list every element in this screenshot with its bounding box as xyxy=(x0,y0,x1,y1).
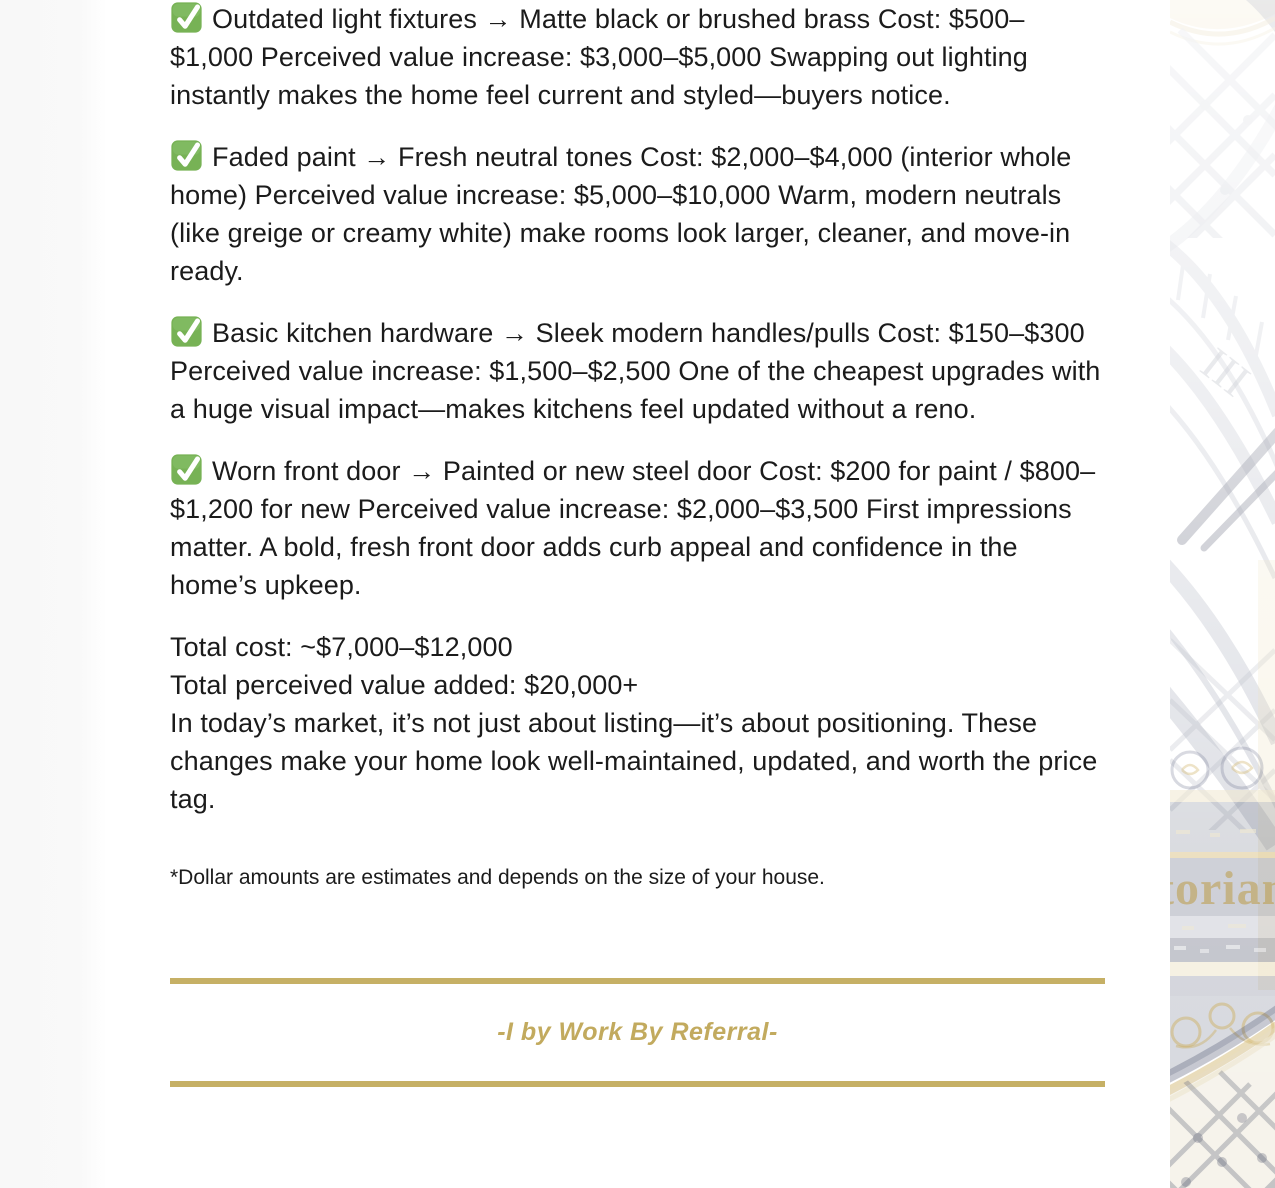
clock-background-image xyxy=(1170,0,1275,1188)
content-area xyxy=(107,0,1170,1188)
tip-paragraph xyxy=(170,314,1105,428)
disclaimer-footnote: *Dollar amounts are estimates and depends on the size of your house. xyxy=(170,866,825,889)
summary-total-value: Total perceived value added: $20,000+ xyxy=(170,670,639,700)
tip-text: Outdated light fixtures → Matte black or brushed brass Cost: $500–$1,000 Perceived value increase: $3,000–$5,000 Swapping out lighting instantly makes the home feel current and styled—buyers notice. xyxy=(170,4,1028,110)
tip-paragraph xyxy=(170,138,1105,290)
tip-paragraph xyxy=(170,0,1105,114)
signature-footer xyxy=(170,978,1105,1087)
left-margin-background xyxy=(0,0,107,1188)
gold-divider-top xyxy=(170,978,1105,984)
check-mark-icon xyxy=(170,315,203,348)
check-mark-icon xyxy=(170,1,203,34)
tip-text: Basic kitchen hardware → Sleek modern handles/pulls Cost: $150–$300 Perceived value increase: $1,500–$2,500 One of the cheapest upgrades with a huge visual impact—makes kitchens feel updated without a reno. xyxy=(170,318,1101,424)
white-fade-overlay xyxy=(1170,0,1275,1188)
signature-text: -I by Work By Referral- xyxy=(497,1018,778,1046)
check-mark-icon xyxy=(170,139,203,172)
check-mark-icon xyxy=(170,453,203,486)
summary-block xyxy=(170,628,1105,818)
big-ben-clock-illustration xyxy=(1170,0,1275,1188)
tip-text: Worn front door → Painted or new steel door Cost: $200 for paint / $800–$1,200 for new Perceived value increase: $2,000–$3,500 First impressions matter. A bold, fresh front door adds curb appeal and confidence in the home’s upkeep. xyxy=(170,456,1096,600)
tip-paragraph xyxy=(170,452,1105,604)
tip-text: Faded paint → Fresh neutral tones Cost: $2,000–$4,000 (interior whole home) Perceived value increase: $5,000–$10,000 Warm, modern neutrals (like greige or creamy white) make rooms look larger, cleaner, and move-in ready. xyxy=(170,142,1072,286)
summary-total-cost: Total cost: ~$7,000–$12,000 xyxy=(170,632,513,662)
gold-divider-bottom xyxy=(170,1081,1105,1087)
summary-positioning-note: In today’s market, it’s not just about listing—it’s about positioning. These changes make your home look well-maintained, updated, and worth the price tag. xyxy=(170,708,1098,814)
